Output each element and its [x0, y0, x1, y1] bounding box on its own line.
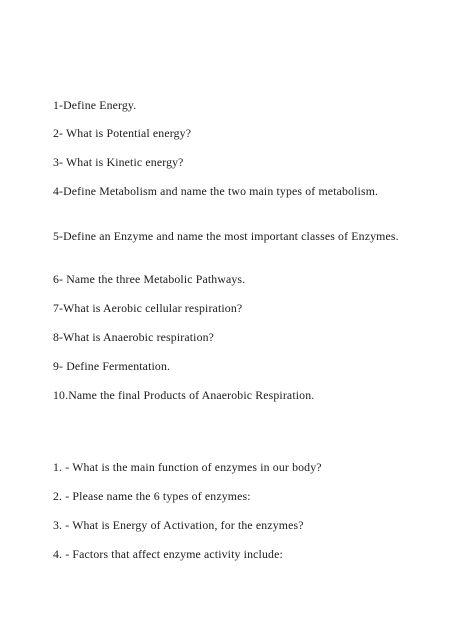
- question-2-1: 1. - What is the main function of enzymes in our body?: [53, 460, 322, 474]
- question-1-5: 5-Define an Enzyme and name the most important classes of Enzymes.: [53, 229, 399, 243]
- question-1-1: 1-Define Energy.: [53, 98, 137, 112]
- question-1-10: 10.Name the final Products of Anaerobic Respiration.: [53, 388, 315, 402]
- question-2-4: 4. - Factors that affect enzyme activity include:: [53, 547, 283, 561]
- question-1-9: 9- Define Fermentation.: [53, 359, 171, 373]
- question-1-8: 8-What is Anaerobic respiration?: [53, 330, 215, 344]
- question-1-6: 6- Name the three Metabolic Pathways.: [53, 272, 246, 286]
- question-1-2: 2- What is Potential energy?: [53, 126, 192, 140]
- question-1-4: 4-Define Metabolism and name the two main types of metabolism.: [53, 184, 379, 198]
- question-2-2: 2. - Please name the 6 types of enzymes:: [53, 489, 251, 503]
- question-1-3: 3- What is Kinetic energy?: [53, 155, 184, 169]
- question-2-3: 3. - What is Energy of Activation, for the enzymes?: [53, 518, 304, 532]
- question-1-7: 7-What is Aerobic cellular respiration?: [53, 301, 243, 315]
